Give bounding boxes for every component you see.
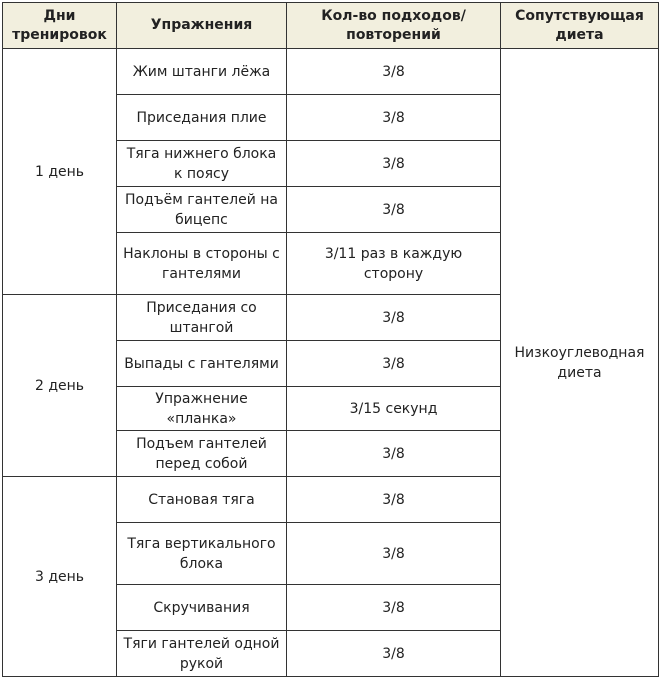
header-row [3,3,659,49]
sets-cell: 3/8 [287,585,501,631]
exercise-cell: Подъём гантелей на бицепс [117,187,287,233]
exercise-cell: Скручивания [117,585,287,631]
day-label: 3 день [3,477,117,677]
header-days: Дни тренировок [3,3,117,49]
sets-cell: 3/8 [287,341,501,387]
workout-table [2,2,659,677]
exercise-cell: Упражнение «планка» [117,387,287,431]
sets-cell: 3/8 [287,631,501,677]
exercise-cell: Становая тяга [117,477,287,523]
exercise-cell: Тяга вертикального блока [117,523,287,585]
sets-cell: 3/8 [287,141,501,187]
exercise-cell: Наклоны в стороны с гантелями [117,233,287,295]
sets-cell: 3/8 [287,95,501,141]
sets-cell: 3/8 [287,187,501,233]
day-label: 2 день [3,295,117,477]
sets-cell: 3/8 [287,477,501,523]
exercise-cell: Выпады с гантелями [117,341,287,387]
exercise-cell: Приседания плие [117,95,287,141]
sets-cell: 3/8 [287,523,501,585]
sets-cell: 3/8 [287,295,501,341]
exercise-cell: Тяги гантелей одной рукой [117,631,287,677]
exercise-cell: Жим штанги лёжа [117,49,287,95]
header-exercises: Упражнения [117,3,287,49]
exercise-cell: Подъем гантелей перед собой [117,431,287,477]
sets-cell: 3/8 [287,431,501,477]
exercise-cell: Приседания со штангой [117,295,287,341]
sets-cell: 3/11 раз в каждую сторону [287,233,501,295]
sets-cell: 3/15 секунд [287,387,501,431]
header-diet: Сопутствующая диета [501,3,659,49]
table-row [3,49,659,95]
header-sets: Кол-во подходов/повторений [287,3,501,49]
diet-cell: Низкоуглеводная диета [501,49,659,677]
sets-cell: 3/8 [287,49,501,95]
exercise-cell: Тяга нижнего блока к поясу [117,141,287,187]
day-label: 1 день [3,49,117,295]
